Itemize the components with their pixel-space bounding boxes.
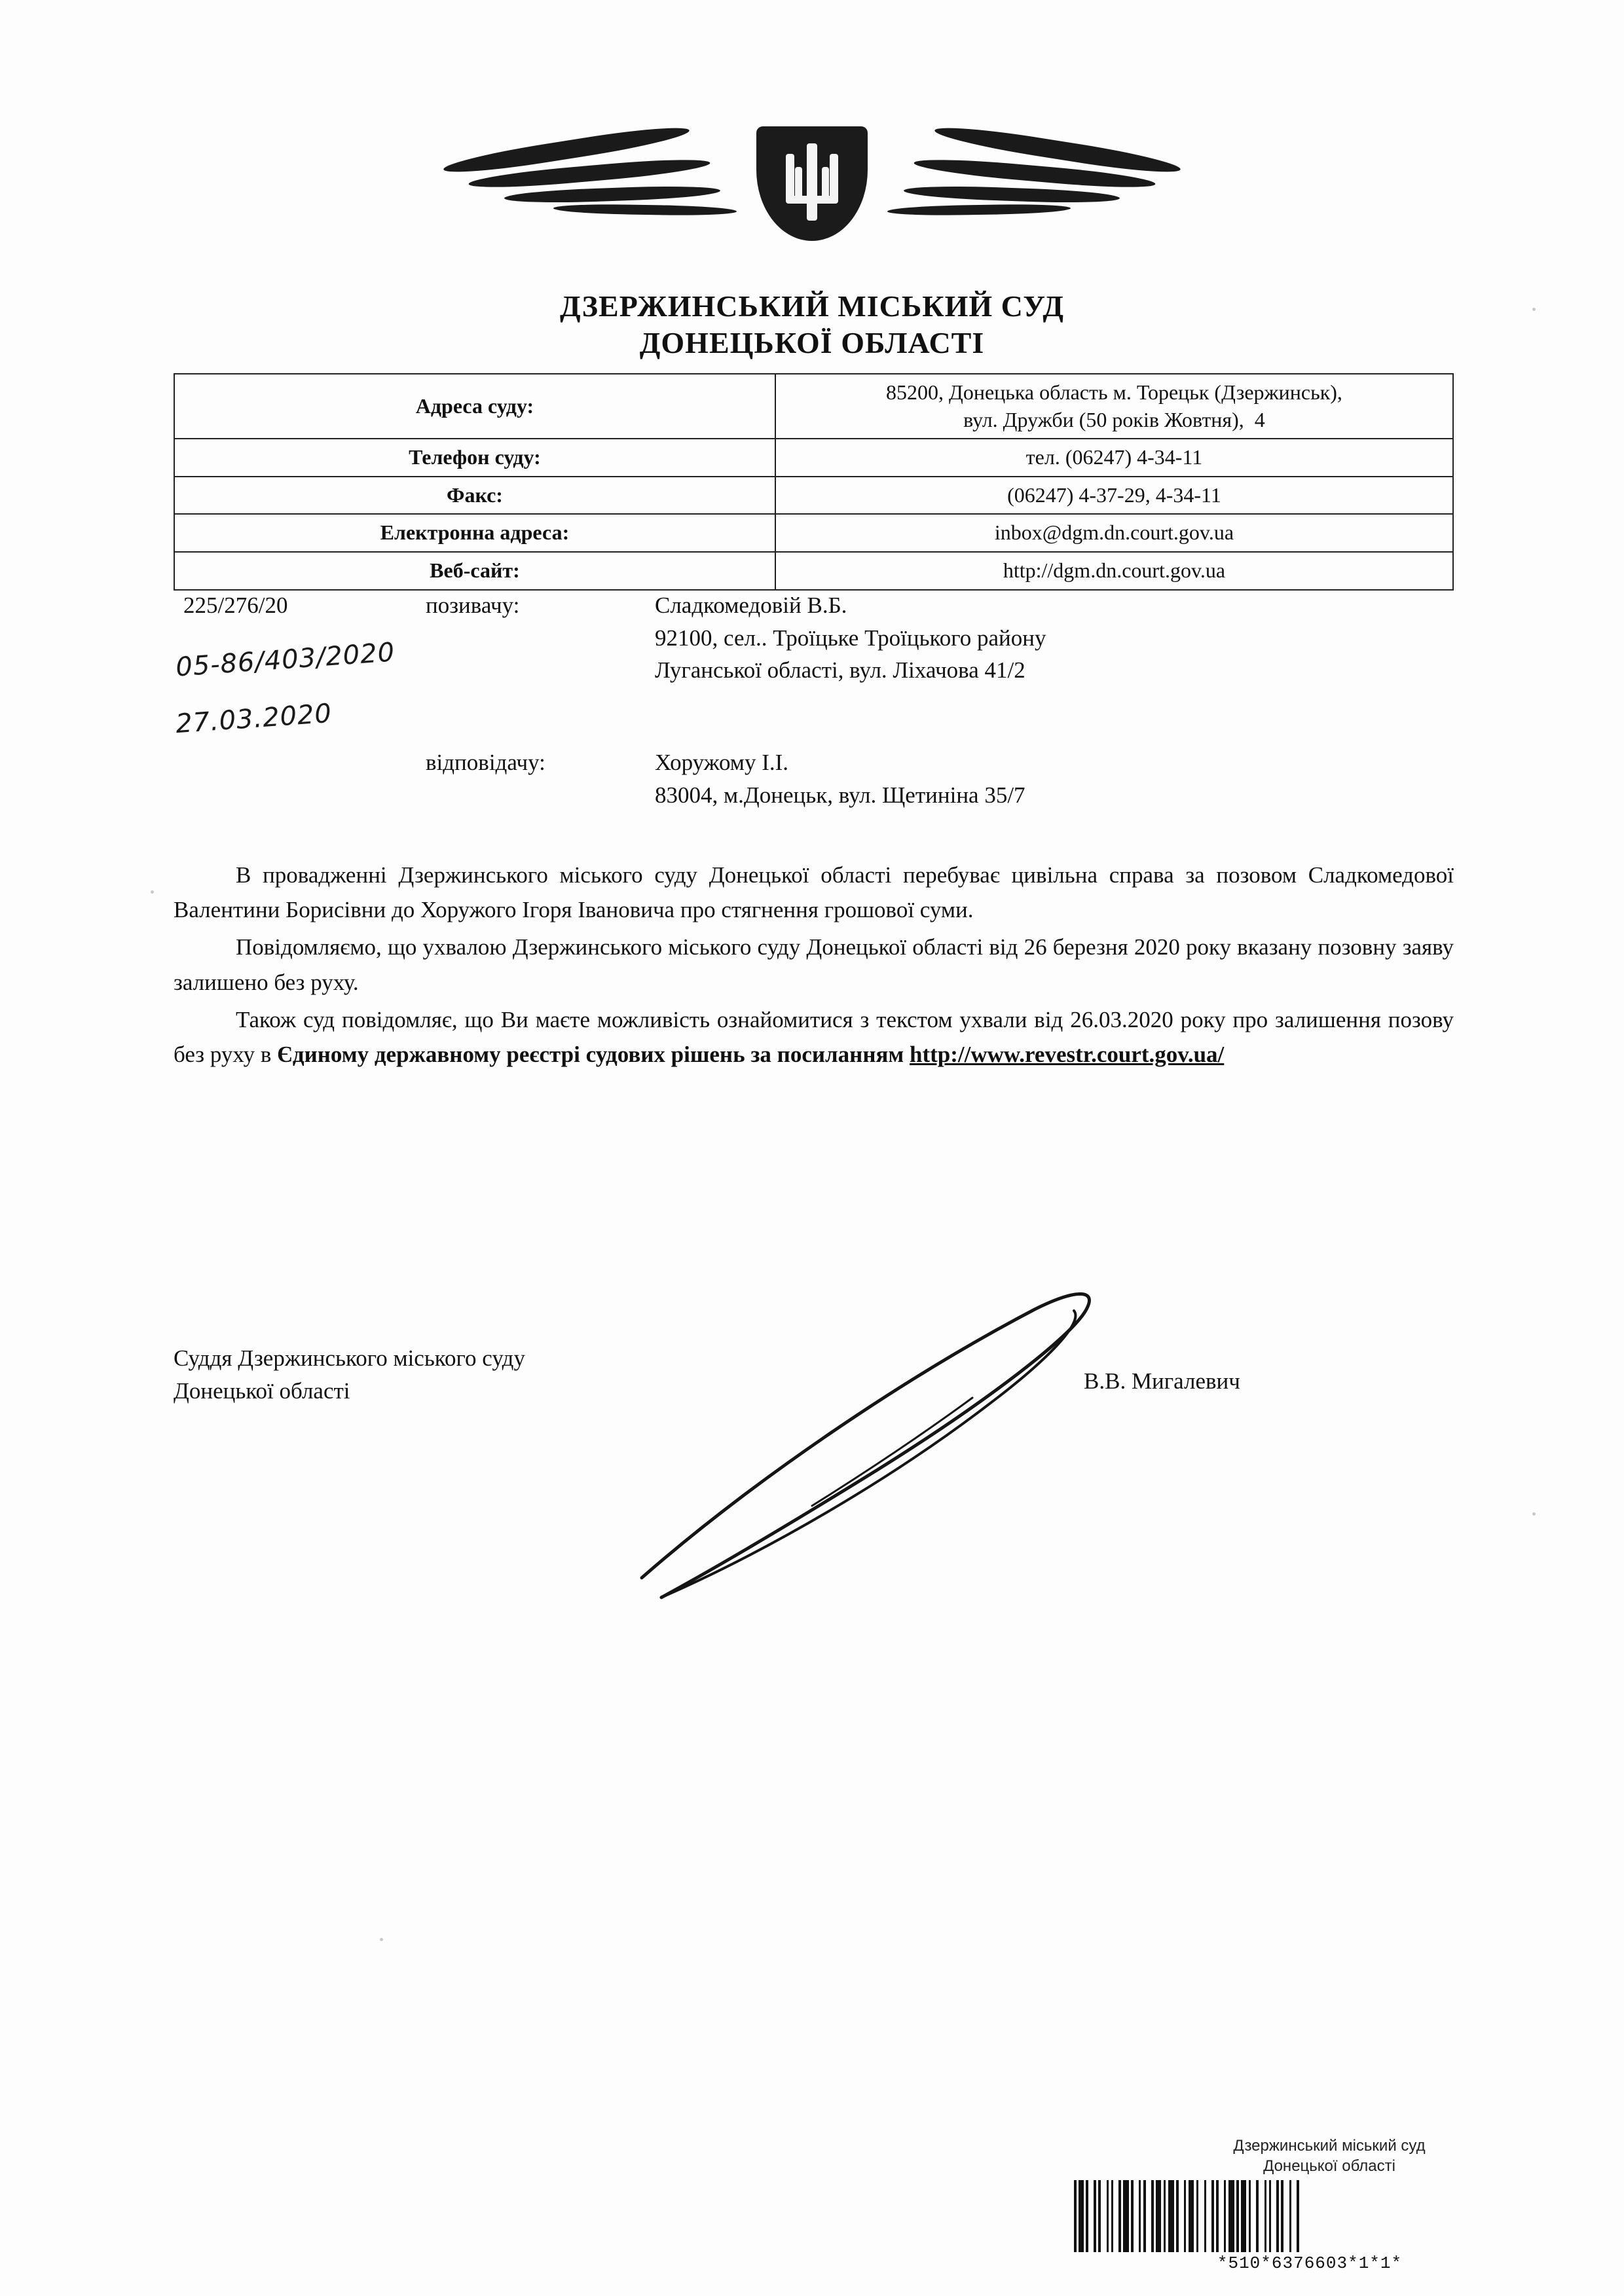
emblem-left-wing <box>442 137 783 215</box>
body-paragraph-2: Повідомляємо, що ухвалою Дзержинського міського суду Донецької області від 26 березня 2020 року вказану позовну заяву залишено без руху. <box>174 934 1454 995</box>
letter-body <box>174 858 1454 1074</box>
barcode-label: *510*6376603*1*1* <box>1217 2253 1403 2273</box>
barcode <box>1074 2180 1545 2252</box>
registry-link[interactable]: http://www.revestr.court.gov.ua/ <box>910 1041 1225 1067</box>
plaintiff-address-line-1: 92100, сел.. Троїцьке Троїцького району <box>655 625 1046 651</box>
table-row <box>174 374 1453 439</box>
page-title <box>0 288 1624 361</box>
defendant-address-block <box>655 746 1025 811</box>
table-row <box>174 477 1453 515</box>
signer-position-line-2: Донецької області <box>174 1377 350 1404</box>
court-contacts-table <box>174 373 1454 591</box>
row-label: Електронна адреса: <box>174 514 775 552</box>
handwritten-signature <box>616 1270 1126 1611</box>
table-row <box>174 552 1453 590</box>
row-value-website: http://dgm.dn.court.gov.ua <box>775 552 1453 590</box>
emblem-shield-icon <box>756 126 868 241</box>
court-title-line-2: ДОНЕЦЬКОЇ ОБЛАСТІ <box>639 326 985 360</box>
body-paragraph-3-text: Також суд повідомляє, що Ви маєте можливість ознайомитися з текстом ухвали від 26.03.2020 року про залишення позову без руху в <box>174 1006 1454 1067</box>
row-value: (06247) 4-37-29, 4-34-11 <box>775 477 1453 515</box>
coat-of-arms-emblem <box>0 115 1624 255</box>
row-value: 85200, Донецька область м. Торецьк (Дзержинськ), вул. Дружби (50 років Жовтня), 4 <box>775 374 1453 439</box>
defendant-address: 83004, м.Донецьк, вул. Щетиніна 35/7 <box>655 782 1025 808</box>
row-label: Адреса суду: <box>174 374 775 439</box>
signer-name: В.В. Мигалевич <box>1084 1368 1240 1394</box>
row-value-email: inbox@dgm.dn.court.gov.ua <box>775 514 1453 552</box>
signer-position <box>174 1342 525 1407</box>
emblem-right-wing <box>841 137 1182 215</box>
handwritten-registration-number: 05-86/403/2020 <box>174 637 396 683</box>
footer-stamp-caption <box>1189 2136 1470 2176</box>
handwritten-date: 27.03.2020 <box>174 698 333 740</box>
case-number: 225/276/20 <box>183 592 288 618</box>
table-row <box>174 439 1453 477</box>
plaintiff-name: Сладкомедовій В.Б. <box>655 592 847 618</box>
footer-stamp-line-1: Дзержинський міський суд <box>1233 2137 1426 2155</box>
plaintiff-role-label: позивачу: <box>426 592 520 618</box>
signer-position-line-1: Суддя Дзержинського міського суду <box>174 1345 525 1371</box>
row-label: Телефон суду: <box>174 439 775 477</box>
body-paragraph-3 <box>174 1002 1454 1072</box>
table-row <box>174 514 1453 552</box>
row-label: Факс: <box>174 477 775 515</box>
plaintiff-address-line-2: Луганської області, вул. Ліхачова 41/2 <box>655 657 1025 683</box>
defendant-role-label: відповідачу: <box>426 750 545 775</box>
row-value: тел. (06247) 4-34-11 <box>775 439 1453 477</box>
court-title-line-1: ДЗЕРЖИНСЬКИЙ МІСЬКИЙ СУД <box>559 289 1065 323</box>
registry-emphasis: Єдиному державному реєстрі судових рішень за посиланням <box>277 1041 910 1067</box>
defendant-name: Хоружому І.І. <box>655 750 789 775</box>
footer-stamp-line-2: Донецької області <box>1263 2157 1395 2176</box>
row-label: Веб-сайт: <box>174 552 775 590</box>
tryzub-icon <box>781 143 843 221</box>
plaintiff-address-block <box>655 589 1046 687</box>
body-paragraph-1: В провадженні Дзержинського міського суду Донецької області перебуває цивільна справа за позовом Сладкомедової Валентини Борисівни до Хоружого Ігоря Івановича про стягнення грошової суми. <box>174 862 1454 923</box>
